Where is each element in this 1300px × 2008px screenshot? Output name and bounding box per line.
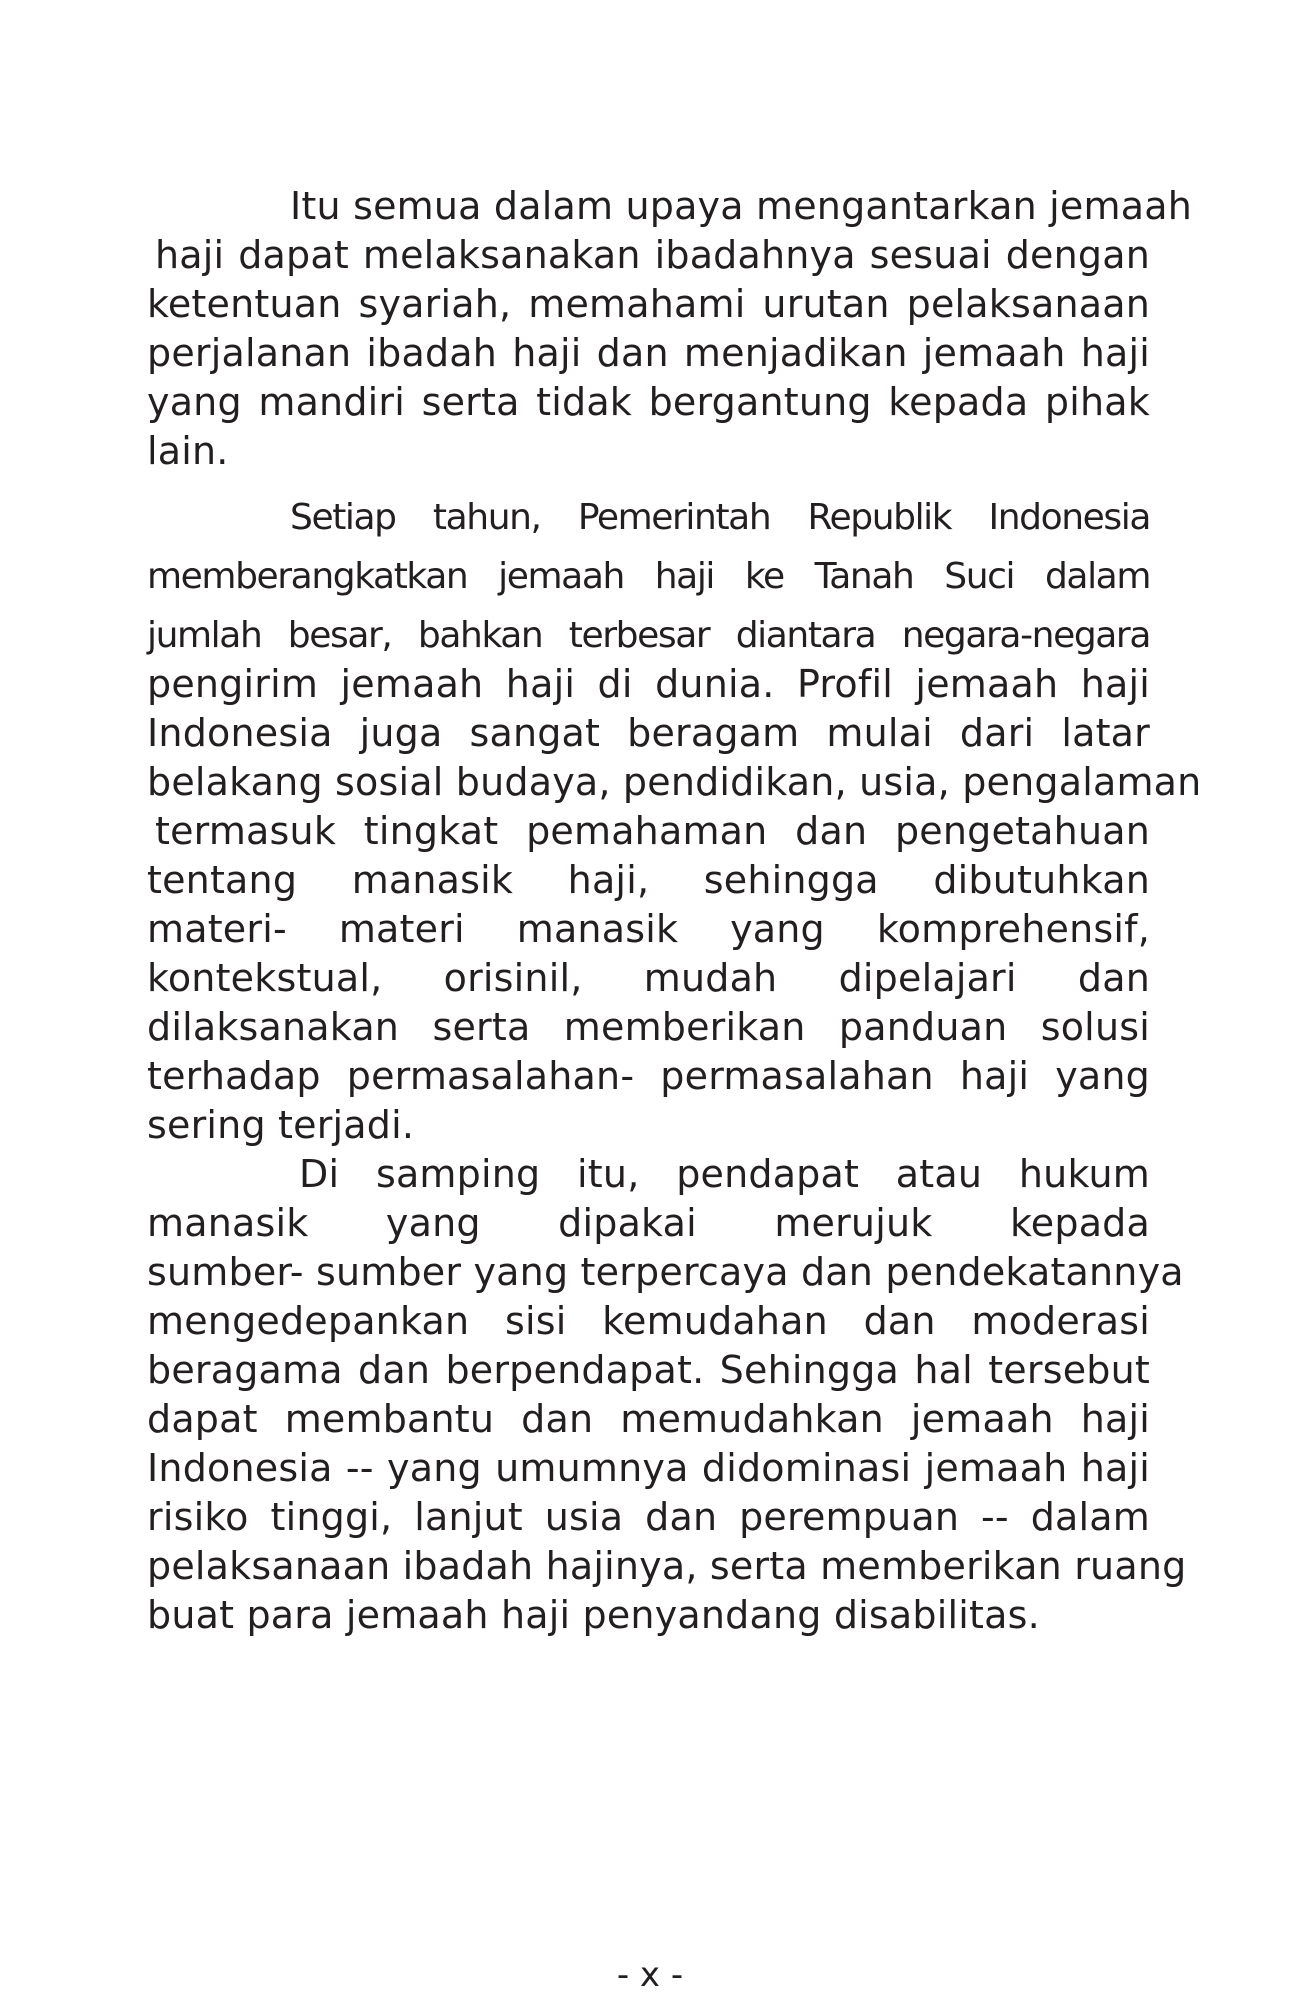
page-number: - x - xyxy=(616,1955,684,1995)
paragraph-2-line-2: memberangkatkan jemaah haji ke Tanah Suci dalam xyxy=(147,556,1150,597)
paragraph-3-line-8: risiko tinggi, lanjut usia dan perempuan -- dalam xyxy=(147,1495,1150,1539)
paragraph-3-line-5: beragama dan berpendapat. Sehingga hal tersebut xyxy=(147,1348,1150,1392)
paragraph-3-line-2: manasik yang dipakai merujuk kepada xyxy=(147,1201,1150,1245)
paragraph-1-line-1: Itu semua dalam upaya mengantarkan jemaah xyxy=(290,184,1192,228)
paragraph-3-line-1: Di samping itu, pendapat atau hukum xyxy=(299,1152,1150,1196)
paragraph-3-line-7: Indonesia -- yang umumnya didominasi jemaah haji xyxy=(147,1446,1150,1490)
paragraph-2-line-11: dilaksanakan serta memberikan panduan solusi xyxy=(147,1005,1150,1049)
paragraph-2-line-6: belakang sosial budaya, pendidikan, usia, pengalaman xyxy=(147,760,1202,804)
paragraph-1-line-2: haji dapat melaksanakan ibadahnya sesuai dengan xyxy=(155,233,1150,277)
paragraph-1-line-6: lain. xyxy=(147,429,229,473)
paragraph-3-line-3: sumber- sumber yang terpercaya dan pendekatannya xyxy=(147,1250,1184,1294)
paragraph-3-line-10: buat para jemaah haji penyandang disabilitas. xyxy=(147,1593,1040,1637)
paragraph-2-line-9: materi- materi manasik yang komprehensif, xyxy=(147,907,1150,951)
paragraph-2-line-12: terhadap permasalahan- permasalahan haji yang xyxy=(147,1054,1150,1098)
paragraph-2-line-4: pengirim jemaah haji di dunia. Profil jemaah haji xyxy=(147,662,1150,706)
paragraph-2-line-10: kontekstual, orisinil, mudah dipelajari dan xyxy=(147,956,1150,1000)
paragraph-2-line-7: termasuk tingkat pemahaman dan pengetahuan xyxy=(155,809,1150,853)
paragraph-3-line-4: mengedepankan sisi kemudahan dan moderasi xyxy=(147,1299,1150,1343)
paragraph-2-line-8: tentang manasik haji, sehingga dibutuhkan xyxy=(147,858,1150,902)
paragraph-2-line-1: Setiap tahun, Pemerintah Republik Indonesia xyxy=(290,497,1150,538)
paragraph-1-line-4: perjalanan ibadah haji dan menjadikan jemaah haji xyxy=(147,331,1150,375)
paragraph-3-line-6: dapat membantu dan memudahkan jemaah haji xyxy=(147,1397,1150,1441)
paragraph-1-line-5: yang mandiri serta tidak bergantung kepada pihak xyxy=(147,380,1150,424)
paragraph-3-line-9: pelaksanaan ibadah hajinya, serta memberikan ruang xyxy=(147,1544,1187,1588)
paragraph-2-line-3: jumlah besar, bahkan terbesar diantara negara-negara xyxy=(147,615,1150,656)
paragraph-2-line-13: sering terjadi. xyxy=(147,1103,415,1147)
paragraph-1-line-3: ketentuan syariah, memahami urutan pelaksanaan xyxy=(147,282,1150,326)
paragraph-2-line-5: Indonesia juga sangat beragam mulai dari latar xyxy=(147,711,1150,755)
